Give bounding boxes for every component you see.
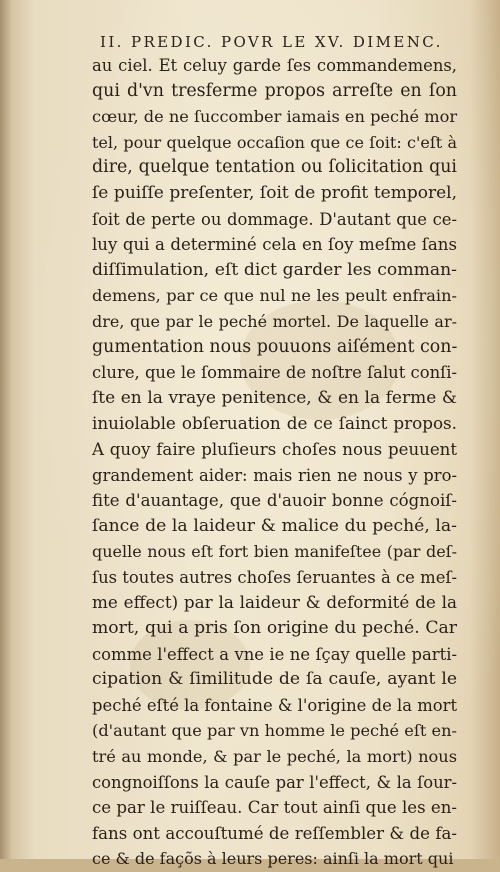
text-line: au ciel. Et celuy garde ſes commandemens, (92, 56, 457, 75)
text-line: peché eſté la fontaine & l'origine de la mort (92, 695, 458, 715)
body-text (92, 53, 457, 872)
text-line: inuiolable obſeruation de ce ſainct propos. (92, 413, 457, 434)
text-line: clure, que le ſommaire de noſtre ſalut conſi- (92, 363, 457, 383)
text-line: (d'autant que par vn homme le peché eſt en- (92, 721, 457, 741)
text-line: mort, qui a pris ſon origine du peché. Car (92, 618, 457, 639)
text-line: ſance de la laideur & malice du peché, la- (92, 515, 457, 536)
text-line: quelle nous eſt fort bien manifeſtee (par deſ- (92, 542, 457, 562)
text-line: luy qui a determiné cela en ſoy meſme ſans (92, 235, 457, 255)
text-line: fite d'auantage, que d'auoir bonne cógnoiſ- (92, 491, 457, 511)
text-line: ſoit de perte ou dommage. D'autant que ce- (92, 209, 457, 229)
text-line: tel, pour quelque occaſion que ce ſoit: c'eſt à (92, 132, 457, 152)
text-line: cœur, de ne ſuccomber iamais en peché mor (92, 107, 458, 127)
text-line: ce & de façõs à leurs peres: ainſi la mort qui (92, 849, 454, 869)
text-line: diſſimulation, eſt dict garder les comman- (92, 259, 457, 280)
text-line: congnoiſſons la cauſe par l'effect, & la ſour- (92, 772, 457, 792)
text-line: ſte en la vraye penitence, & en la ferme & (92, 387, 457, 408)
text-line: cipation & ſimilitude de ſa cauſe, ayant le (92, 669, 457, 690)
text-line: gumentation nous pouuons aiſément con- (92, 336, 458, 357)
text-line: fans ont accouſtumé de reſſembler & de fa- (92, 823, 457, 843)
text-line: tré au monde, & par le peché, la mort) nous (92, 747, 457, 767)
text-line: me effect) par la laideur & deformité de la (92, 592, 457, 613)
text-line: ſe puiſſe preſenter, ſoit de profit temporel, (92, 182, 457, 203)
text-line: ce par le ruiſſeau. Car tout ainſi que les en- (92, 798, 457, 818)
text-line: grandement aider: mais rien ne nous y pro- (92, 465, 457, 485)
text-line: comme l'effect a vne ie ne ſçay quelle parti- (92, 644, 457, 664)
text-line: demens, par ce que nul ne les peult enfrain- (92, 286, 457, 306)
text-line: ſus toutes autres choſes ſeruantes à ce meſ- (92, 567, 457, 587)
running-header: II. PREDIC. POVR LE XV. DIMENC. (100, 33, 443, 51)
text-line: A quoy faire pluſieurs choſes nous peuuent (92, 439, 457, 459)
text-line: dire, quelque tentation ou ſolicitation qui (92, 157, 457, 178)
page-spine-shadow (0, 0, 12, 859)
text-line: dre, que par le peché mortel. De laquelle ar- (92, 311, 457, 331)
text-line: qui d'vn tresferme propos arreſte en ſon (92, 80, 457, 101)
